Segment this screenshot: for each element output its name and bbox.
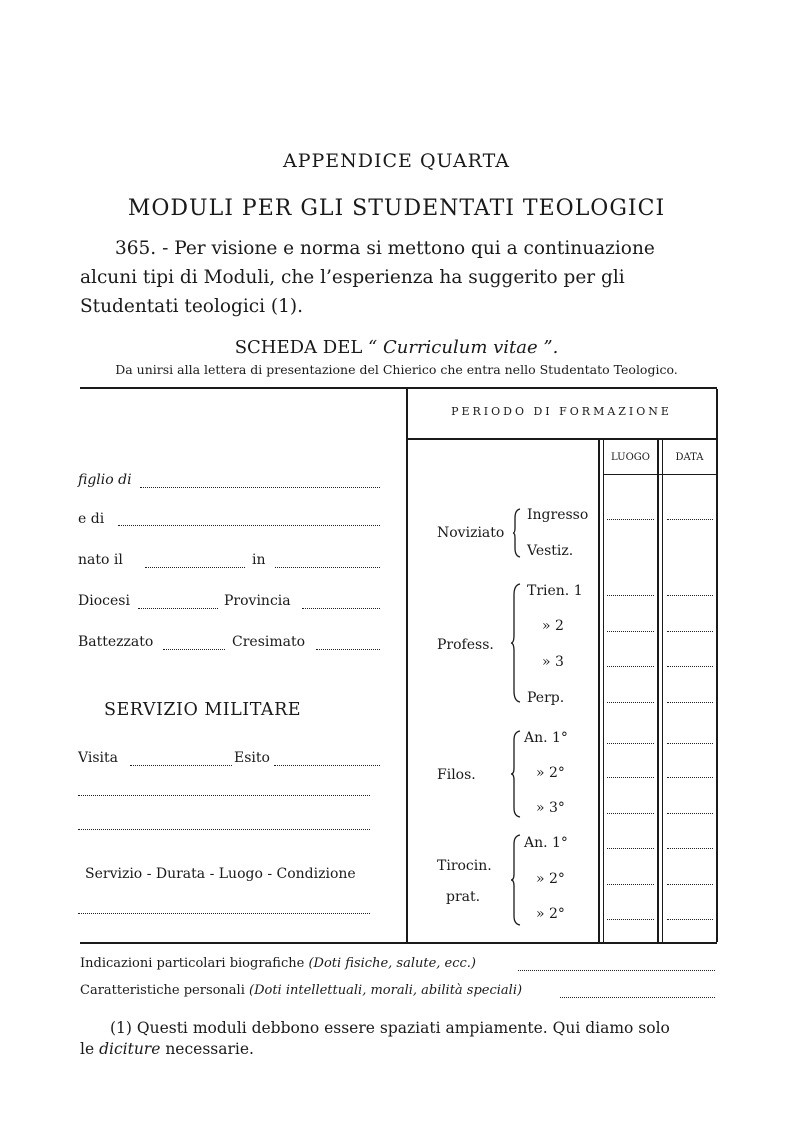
- luogo-trien2[interactable]: [607, 630, 654, 632]
- luogo-tirocin-an2[interactable]: [607, 883, 654, 885]
- diocesi-field[interactable]: [138, 607, 218, 609]
- indicazioni-label: Indicazioni particolari biografiche: [80, 956, 305, 971]
- luogo-header: LUOGO: [611, 452, 650, 463]
- profess-label: Profess.: [437, 637, 494, 653]
- filos-brace: [510, 730, 522, 818]
- visita-label: Visita: [78, 750, 118, 766]
- noviziato-label: Noviziato: [437, 525, 505, 541]
- tirocin-label-1: Tirocin.: [437, 858, 492, 874]
- visita-field[interactable]: [130, 764, 232, 766]
- footnote-line-1: (1) Questi moduli debbono essere spaziati ampiamente. Qui diamo solo: [110, 1019, 670, 1037]
- data-trien1[interactable]: [667, 594, 713, 596]
- diocesi-label: Diocesi: [78, 593, 130, 609]
- e-di-field[interactable]: [118, 524, 380, 526]
- form-subtitle: Da unirsi alla lettera di presentazione del Chierico che entra nello Studentato Teologico.: [115, 362, 678, 377]
- section-title: MODULI PER GLI STUDENTATI TEOLOGICI: [127, 196, 666, 221]
- form-title: [0, 337, 793, 358]
- nato-il-label: nato il: [78, 552, 123, 568]
- tirocin-label-2: prat.: [446, 889, 481, 905]
- luogo-col-left-inner: [603, 439, 604, 942]
- luogo-tirocin-an1[interactable]: [607, 847, 654, 849]
- profess-brace: [510, 583, 522, 703]
- appendix-title: APPENDICE QUARTA: [282, 150, 511, 172]
- filos-an3-label: » 3°: [536, 800, 565, 816]
- data-tirocin-an2[interactable]: [667, 883, 713, 885]
- luogo-filos-an2[interactable]: [607, 776, 654, 778]
- luogo-trien1[interactable]: [607, 594, 654, 596]
- figlio-di-field[interactable]: [140, 486, 380, 488]
- indicazioni-italic: (Doti fisiche, salute, ecc.): [308, 956, 477, 971]
- tirocin-an3-label: » 2°: [536, 906, 565, 922]
- provincia-label: Provincia: [224, 593, 291, 609]
- servizio-militare-title: SERVIZIO MILITARE: [104, 700, 302, 720]
- luogo-col-left: [598, 439, 600, 942]
- data-filos-an1[interactable]: [667, 742, 713, 744]
- visita-extra-line-2[interactable]: [78, 828, 370, 830]
- nato-il-field[interactable]: [145, 566, 245, 568]
- form-top-border: [80, 387, 717, 389]
- form-right-border: [716, 389, 718, 942]
- luogo-perp[interactable]: [607, 701, 654, 703]
- filos-an2-label: » 2°: [536, 765, 565, 781]
- perp-label: Perp.: [527, 690, 565, 706]
- footnote-prefix: le: [80, 1040, 95, 1058]
- data-tirocin-an3[interactable]: [667, 918, 713, 920]
- esito-label: Esito: [234, 750, 270, 766]
- data-col-left: [657, 439, 659, 942]
- noviziato-brace: [512, 508, 522, 558]
- data-perp[interactable]: [667, 701, 713, 703]
- caratteristiche-italic: (Doti intellettuali, morali, abilità speciali): [249, 983, 523, 998]
- in-label: in: [252, 552, 266, 568]
- form-title-italic: “ Curriculum vitae ”.: [368, 337, 559, 358]
- footnote-line-2: [80, 1040, 254, 1058]
- battezzato-label: Battezzato: [78, 634, 154, 650]
- form-bottom-border: [80, 942, 717, 944]
- ingresso-label: Ingresso: [527, 507, 589, 523]
- form-title-prefix: SCHEDA DEL: [234, 337, 363, 358]
- luogo-filos-an3[interactable]: [607, 812, 654, 814]
- trien1-label: Trien. 1: [527, 583, 583, 599]
- indicazioni-field[interactable]: [518, 969, 715, 971]
- caratteristiche-label: Caratteristiche personali: [80, 983, 245, 998]
- luogo-filos-an1[interactable]: [607, 742, 654, 744]
- tirocin-an1-label: An. 1°: [524, 835, 568, 851]
- form-divider: [406, 389, 408, 942]
- luogo-ingresso[interactable]: [607, 518, 654, 520]
- indicazioni-row: [80, 956, 476, 971]
- paragraph-line-2: alcuni tipi di Moduli, che l’esperienza ha suggerito per gli: [80, 267, 625, 288]
- figlio-di-label: figlio di: [78, 472, 132, 488]
- luogo-trien3[interactable]: [607, 665, 654, 667]
- visita-extra-line-1[interactable]: [78, 794, 370, 796]
- trien3-label: » 3: [542, 654, 564, 670]
- data-trien3[interactable]: [667, 665, 713, 667]
- vestiz-label: Vestiz.: [527, 543, 574, 559]
- luogo-tirocin-an3[interactable]: [607, 918, 654, 920]
- servizio-row-label: Servizio - Durata - Luogo - Condizione: [85, 866, 356, 882]
- cresimato-label: Cresimato: [232, 634, 306, 650]
- header-underline: [603, 474, 716, 475]
- servizio-field[interactable]: [78, 912, 370, 914]
- data-tirocin-an1[interactable]: [667, 847, 713, 849]
- data-filos-an3[interactable]: [667, 812, 713, 814]
- in-field[interactable]: [275, 566, 380, 568]
- periodo-header: PERIODO DI FORMAZIONE: [451, 405, 672, 418]
- paragraph-line-1: 365. - Per visione e norma si mettono qui a continuazione: [115, 238, 655, 259]
- data-filos-an2[interactable]: [667, 776, 713, 778]
- data-col-left-inner: [662, 439, 663, 942]
- filos-label: Filos.: [437, 767, 476, 783]
- tirocin-an2-label: » 2°: [536, 871, 565, 887]
- filos-an1-label: An. 1°: [524, 730, 568, 746]
- e-di-label: e di: [78, 511, 105, 527]
- footnote-italic: diciture: [99, 1040, 161, 1058]
- tirocin-brace: [510, 834, 522, 926]
- trien2-label: » 2: [542, 618, 564, 634]
- caratteristiche-field[interactable]: [560, 996, 715, 998]
- data-trien2[interactable]: [667, 630, 713, 632]
- cresimato-field[interactable]: [316, 648, 380, 650]
- provincia-field[interactable]: [302, 607, 380, 609]
- periodo-underline: [407, 438, 716, 440]
- esito-field[interactable]: [274, 764, 380, 766]
- footnote-suffix: necessarie.: [165, 1040, 254, 1058]
- paragraph-line-3: Studentati teologici (1).: [80, 296, 304, 317]
- data-ingresso[interactable]: [667, 518, 713, 520]
- data-header: DATA: [675, 452, 704, 463]
- caratteristiche-row: [80, 983, 522, 998]
- battezzato-field[interactable]: [163, 648, 225, 650]
